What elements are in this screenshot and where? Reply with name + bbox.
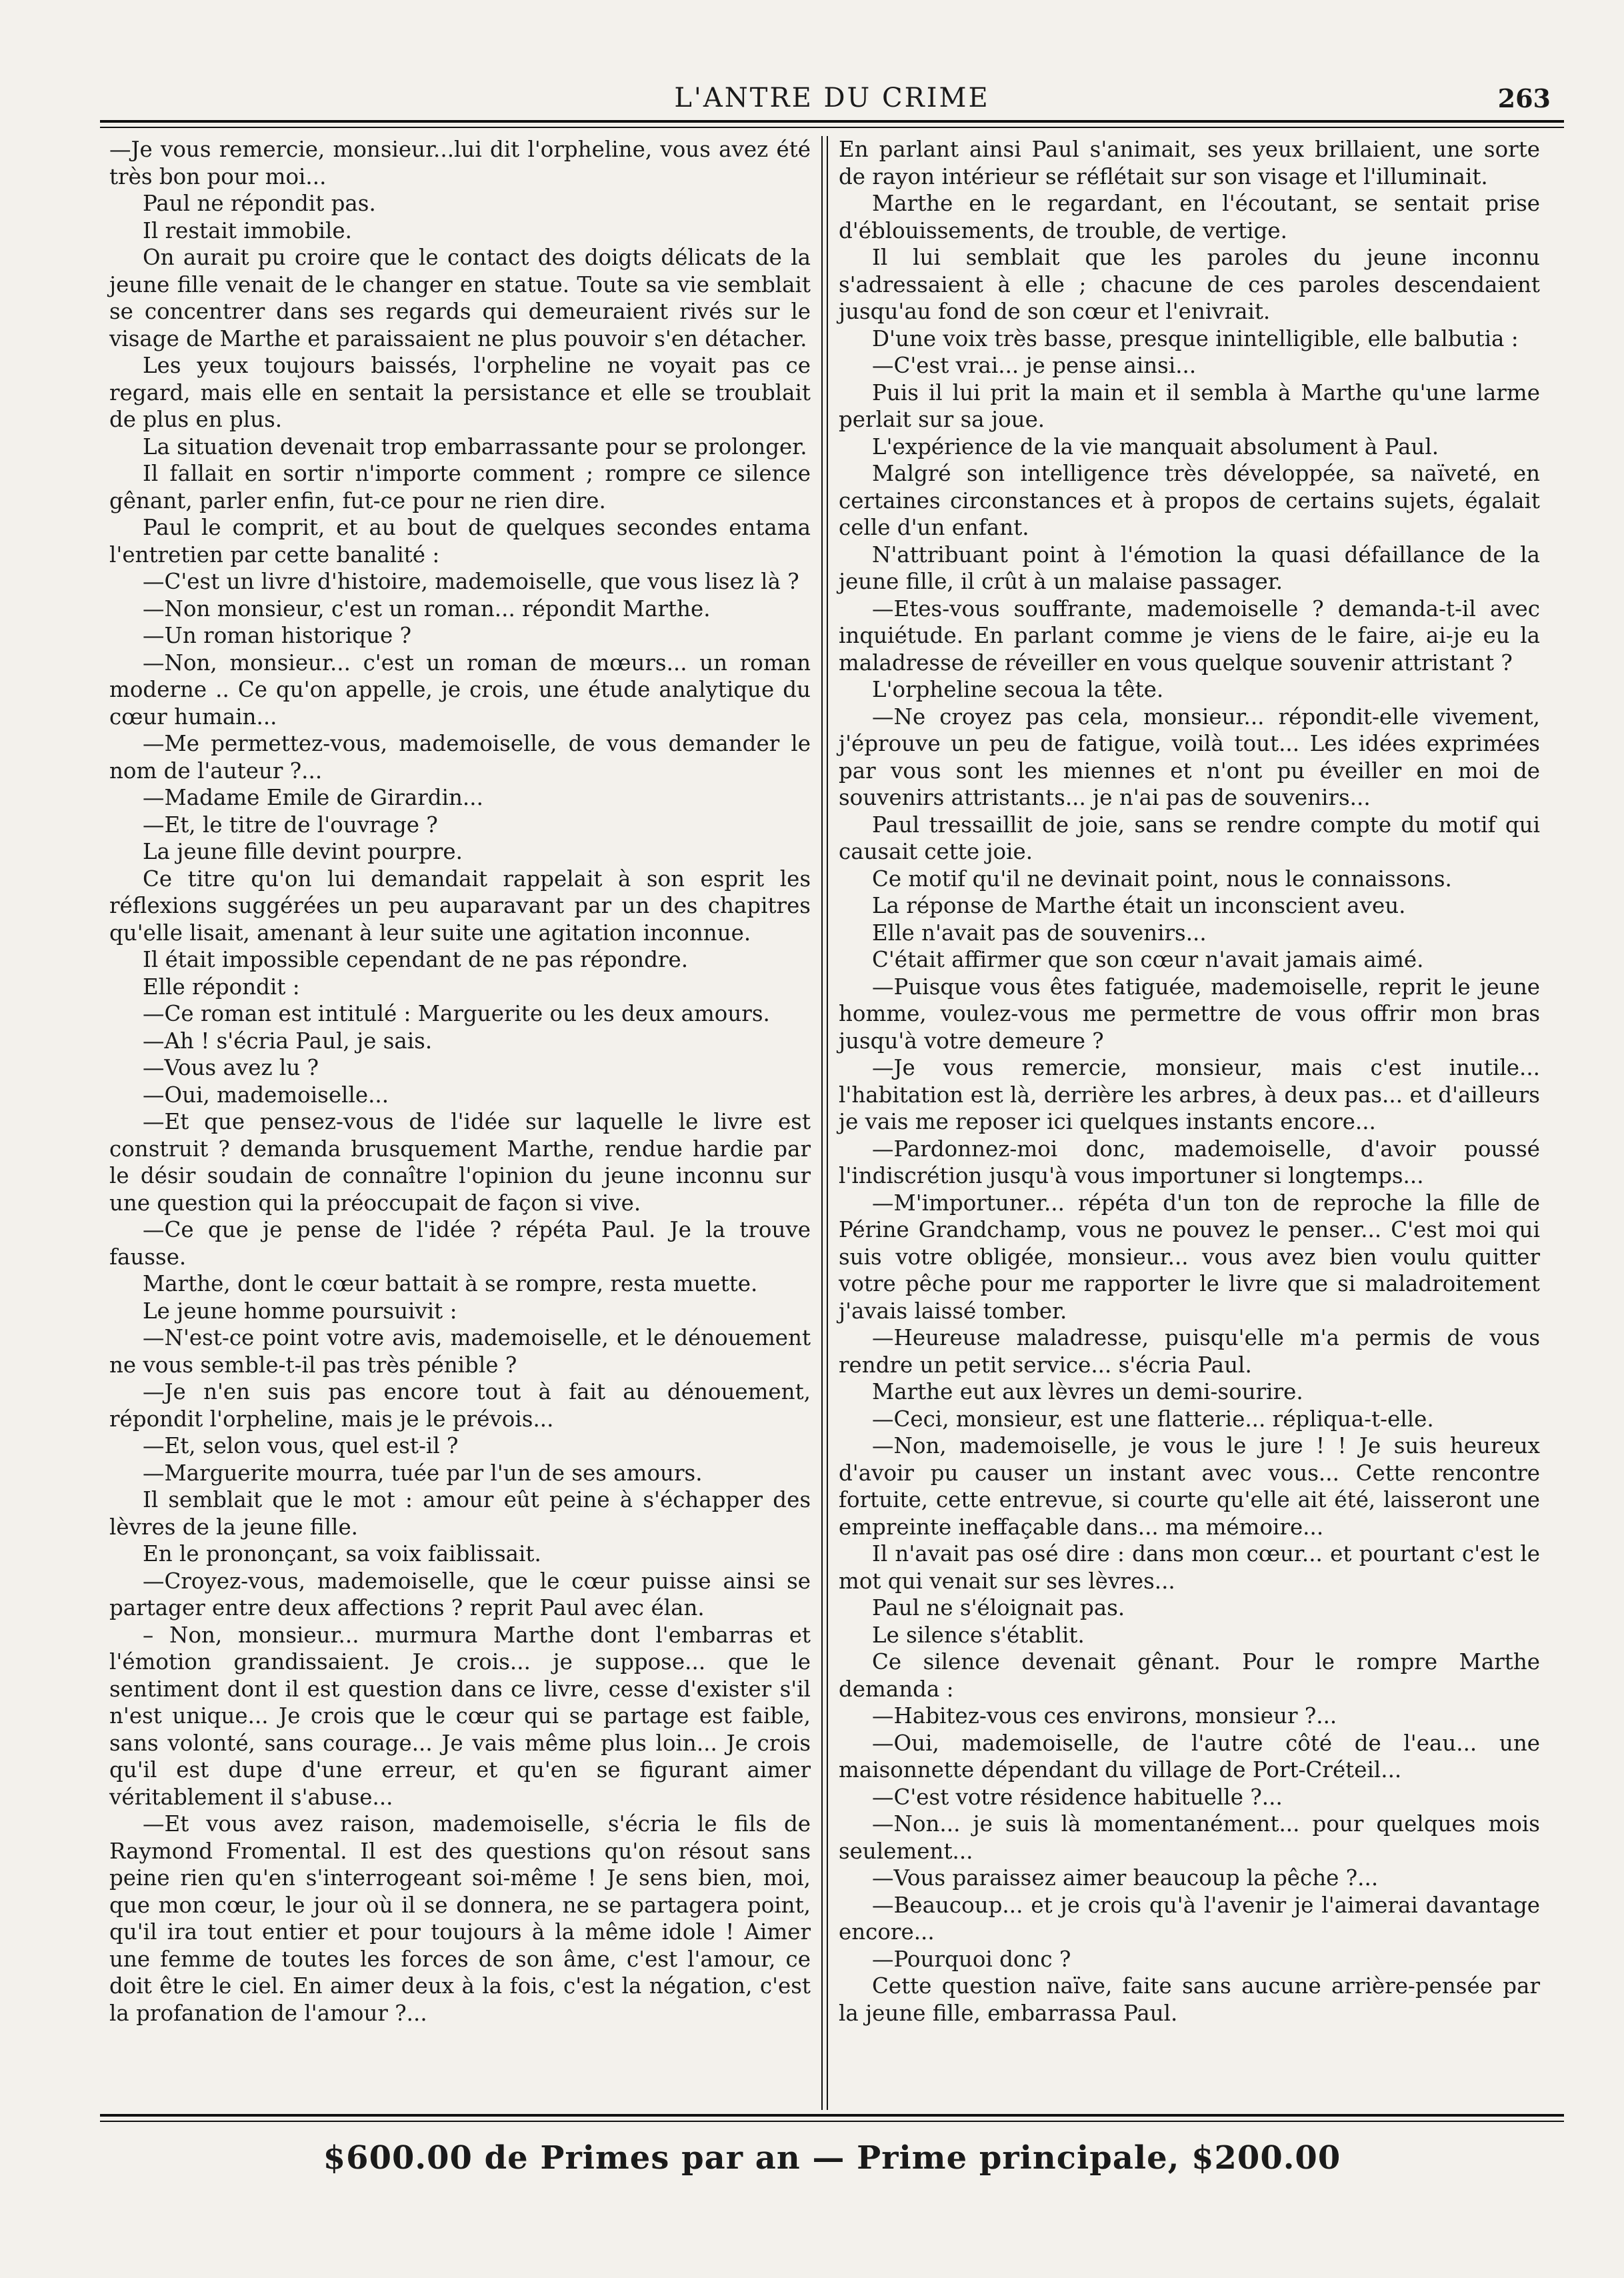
paragraph: Le jeune homme poursuivit : (143, 1298, 457, 1324)
paragraph: Le silence s'établit. (872, 1622, 1085, 1648)
paragraph: —Madame Emile de Girardin... (143, 785, 483, 810)
paragraph: —Un roman historique ? (143, 623, 411, 648)
paragraph: Marthe eut aux lèvres un demi-sourire. (872, 1379, 1303, 1404)
paragraph: —Non, mademoiselle, je vous le jure ! ! Je suis heureux d'avoir pu causer un instant avec vous... Cette rencontre fortuite, cette entrevue, si courte qu'elle ait été, laisseront une empreinte ineffaçable dans... ma mémoire... (839, 1433, 1540, 1540)
page-header (100, 79, 1564, 117)
paragraph: La réponse de Marthe était un inconscient aveu. (872, 893, 1406, 918)
paragraph: Elle répondit : (143, 974, 300, 1000)
paragraph: Paul tressaillit de joie, sans se rendre compte du motif qui causait cette joie. (839, 812, 1540, 864)
paragraph: —Croyez-vous, mademoiselle, que le cœur puisse ainsi se partager entre deux affections ? reprit Paul avec élan. (109, 1568, 811, 1620)
paragraph: Il lui semblait que les paroles du jeune inconnu s'adressaient à elle ; chacune de ces paroles descendaient jusqu'au fond de son cœur et l'enivrait. (839, 245, 1540, 324)
paragraph: —Ce que je pense de l'idée ? répéta Paul. Je la trouve fausse. (109, 1217, 811, 1270)
paragraph: —N'est-ce point votre avis, mademoiselle, et le dénouement ne vous semble-t-il pas très pénible ? (109, 1325, 811, 1378)
paragraph: En le prononçant, sa voix faiblissait. (143, 1541, 541, 1566)
paragraph: Ce titre qu'on lui demandait rappelait à son esprit les réflexions suggérées un peu auparavant par un des chapitres qu'elle lisait, amenant à leur suite une agitation inconnue. (109, 866, 811, 946)
paragraph: Il restait immobile. (143, 217, 352, 243)
paragraph: —Puisque vous êtes fatiguée, mademoiselle, reprit le jeune homme, voulez-vous me permettre de vous offrir mon bras jusqu'à votre demeure ? (839, 974, 1540, 1054)
paragraph: —Non, monsieur... c'est un roman de mœurs... un roman moderne .. Ce qu'on appelle, je crois, une étude analytique du cœur humain... (109, 650, 811, 730)
paragraph: Les yeux toujours baissés, l'orpheline ne voyait pas ce regard, mais elle en sentait la persistance et elle se troublait de plus en plus. (109, 353, 811, 432)
paragraph: —Pardonnez-moi donc, mademoiselle, d'avoir poussé l'indiscrétion jusqu'à vous importuner si longtemps... (839, 1136, 1540, 1188)
paragraph: La jeune fille devint pourpre. (143, 839, 463, 864)
paragraph: Ce motif qu'il ne devinait point, nous le connaissons. (872, 866, 1452, 892)
header-rule (100, 120, 1564, 123)
footer-banner: $600.00 de Primes par an — Prime principale, $200.00 (323, 2139, 1341, 2177)
footer-rule-thin (100, 2121, 1564, 2122)
paragraph: —Je vous remercie, monsieur, mais c'est inutile... l'habitation est là, derrière les arbres, à deux pas... et d'ailleurs je vais me reposer ici quelques instants encore... (839, 1055, 1540, 1134)
paragraph: On aurait pu croire que le contact des doigts délicats de la jeune fille venait de le changer en statue. Toute sa vie semblait se concentrer dans ses regards qui demeuraient rivés sur le visage de Marthe et paraissaient ne plus pouvoir s'en détacher. (109, 245, 811, 351)
paragraph: —Non... je suis là momentanément... pour quelques mois seulement... (839, 1811, 1540, 1864)
paragraph: —C'est un livre d'histoire, mademoiselle, que vous lisez là ? (143, 569, 799, 594)
paragraph: En parlant ainsi Paul s'animait, ses yeux brillaient, une sorte de rayon intérieur se réflétait sur son visage et l'illuminait. (839, 137, 1540, 189)
paragraph: Ce silence devenait gênant. Pour le rompre Marthe demanda : (839, 1649, 1540, 1702)
footer-rule (100, 2114, 1564, 2117)
paragraph: Il fallait en sortir n'importe comment ; rompre ce silence gênant, parler enfin, fut-ce pour ne rien dire. (109, 461, 811, 513)
paragraph: Elle n'avait pas de souvenirs... (872, 920, 1207, 946)
paragraph: —Et que pensez-vous de l'idée sur laquelle le livre est construit ? demanda brusquement Marthe, rendue hardie par le désir soudain de connaître l'opinion du jeune inconnu sur une question qui la préoccupait de façon si vive. (109, 1109, 811, 1216)
running-title: L'ANTRE DU CRIME (674, 83, 990, 113)
paragraph: —C'est vrai... je pense ainsi... (872, 353, 1197, 378)
paragraph: —Pourquoi donc ? (872, 1946, 1071, 1972)
paragraph: —C'est votre résidence habituelle ?... (872, 1784, 1283, 1810)
paragraph: Paul le comprit, et au bout de quelques secondes entama l'entretien par cette banalité : (109, 515, 811, 567)
paragraph: —Ah ! s'écria Paul, je sais. (143, 1028, 433, 1054)
paragraph: Puis il lui prit la main et il sembla à Marthe qu'une larme perlait sur sa joue. (839, 379, 1540, 432)
paragraph: —Oui, mademoiselle, de l'autre côté de l'eau... une maisonnette dépendant du village de Port-Créteil... (839, 1730, 1540, 1783)
paragraph: L'orpheline secoua la tête. (872, 677, 1164, 702)
paragraph: —Heureuse maladresse, puisqu'elle m'a permis de vous rendre un petit service... s'écria Paul. (839, 1325, 1540, 1378)
paragraph: —Marguerite mourra, tuée par l'un de ses amours. (143, 1460, 703, 1486)
paragraph: —Oui, mademoiselle... (143, 1082, 389, 1108)
paragraph: —Je vous remercie, monsieur...lui dit l'orpheline, vous avez été très bon pour moi... (109, 137, 811, 189)
page-number: 263 (1497, 83, 1551, 113)
paragraph: L'expérience de la vie manquait absolument à Paul. (872, 433, 1439, 459)
paragraph: Cette question naïve, faite sans aucune arrière-pensée par la jeune fille, embarrassa Paul. (839, 1973, 1540, 2026)
paragraph: – Non, monsieur... murmura Marthe dont l'embarras et l'émotion grandissaient. Je crois... je suppose... que le sentiment dont il est question dans ce livre, cesse d'exister s'il n'est unique... Je crois que le cœur qui se partage est faible, sans volonté, sans courage... Je vais même plus loin... Je crois qu'il est dupe d'une erreur, et qu'en se figurant aimer véritablement il s'abuse... (109, 1622, 811, 1810)
paragraph: Marthe en le regardant, en l'écoutant, se sentait prise d'éblouissements, de trouble, de vertige. (839, 191, 1540, 243)
paragraph: —Et, le titre de l'ouvrage ? (143, 812, 438, 838)
paragraph: —Etes-vous souffrante, mademoiselle ? demanda-t-il avec inquiétude. En parlant comme je viens de le faire, ai-je eu la maladresse de réveiller en vous quelque souvenir attristant ? (839, 596, 1540, 676)
paragraph: Il semblait que le mot : amour eût peine à s'échapper des lèvres de la jeune fille. (109, 1487, 811, 1540)
paragraph: —M'importuner... répéta d'un ton de reproche la fille de Périne Grandchamp, vous ne pouvez le penser... C'est moi qui suis votre obligée, monsieur... vous avez bien voulu quitter votre pêche pour me rapporter le livre que si maladroitement j'avais laissé tomber. (839, 1190, 1540, 1324)
paragraph: C'était affirmer que son cœur n'avait jamais aimé. (872, 947, 1424, 972)
paragraph: —Non monsieur, c'est un roman... répondit Marthe. (143, 596, 711, 622)
paragraph: Paul ne répondit pas. (143, 191, 376, 216)
paragraph: —Je n'en suis pas encore tout à fait au dénouement, répondit l'orpheline, mais je le prévois... (109, 1379, 811, 1432)
paragraph: N'attribuant point à l'émotion la quasi défaillance de la jeune fille, il crût à un malaise passager. (839, 541, 1540, 594)
paragraph: Marthe, dont le cœur battait à se rompre, resta muette. (143, 1271, 758, 1296)
paragraph: Il n'avait pas osé dire : dans mon cœur... et pourtant c'est le mot qui venait sur ses lèvres... (839, 1541, 1540, 1594)
paragraph: —Et vous avez raison, mademoiselle, s'écria le fils de Raymond Fromental. Il est des questions qu'on résout sans peine rien qu'en s'interrogeant soi-même ! Je sens bien, moi, que mon cœur, le jour où il se donnera, ne se partagera point, qu'il ira tout entier et pour toujours à la même idole ! Aimer une femme de toutes les forces de son âme, c'est l'amour, ce doit être le ciel. En aimer deux à la fois, c'est la négation, c'est la profanation de l'amour ?... (109, 1811, 811, 2026)
right-column (829, 136, 1549, 2110)
paragraph: —Ce roman est intitulé : Marguerite ou les deux amours. (143, 1001, 770, 1026)
paragraph: La situation devenait trop embarrassante pour se prolonger. (143, 433, 807, 459)
paragraph: —Vous paraissez aimer beaucoup la pêche ?... (872, 1865, 1379, 1891)
paragraph: Il était impossible cependant de ne pas répondre. (143, 947, 689, 972)
text-columns (100, 136, 1564, 2110)
paragraph: —Me permettez-vous, mademoiselle, de vous demander le nom de l'auteur ?... (109, 731, 811, 784)
paragraph: —Ne croyez pas cela, monsieur... répondit-elle vivement, j'éprouve un peu de fatigue, voilà tout... Les idées exprimées par vous sont les miennes et n'ont pu éveiller en moi de souvenirs attristants... je n'ai pas de souvenirs... (839, 704, 1540, 810)
paragraph: —Beaucoup... et je crois qu'à l'avenir je l'aimerai davantage encore... (839, 1892, 1540, 1945)
header-rule-thin (100, 127, 1564, 128)
paragraph: —Et, selon vous, quel est-il ? (143, 1433, 459, 1458)
paragraph: —Vous avez lu ? (143, 1055, 319, 1080)
column-divider (821, 136, 828, 2110)
paragraph: Malgré son intelligence très développée, sa naïveté, en certaines circonstances et à propos de certains sujets, égalait celle d'un enfant. (839, 461, 1540, 540)
paragraph: —Ceci, monsieur, est une flatterie... répliqua-t-elle. (872, 1406, 1434, 1432)
paragraph: Paul ne s'éloignait pas. (872, 1595, 1125, 1620)
paragraph: —Habitez-vous ces environs, monsieur ?... (872, 1703, 1337, 1729)
left-column (100, 136, 820, 2110)
paragraph: D'une voix très basse, presque inintelligible, elle balbutia : (872, 325, 1519, 351)
